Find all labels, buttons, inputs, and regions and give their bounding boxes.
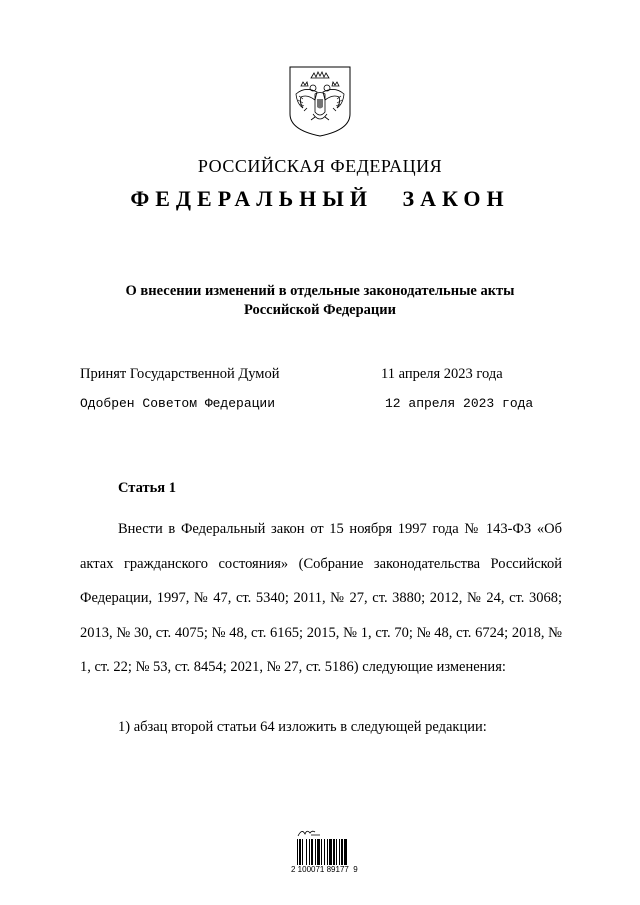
barcode [291,826,375,876]
article-item: 1) абзац второй статьи 64 изложить в следующей редакции: [118,719,487,735]
barcode-bar [306,839,307,865]
barcode-bar [344,839,347,865]
article-paragraph: Внести в Федеральный закон от 15 ноября 1997 года № 143-ФЗ «Об актах гражданского состояния» (Собрание законодательства Российской Федерации, 1997, № 47, ст. 5340; 2011, № 27, ст. 3880; 2012, № 24, ст. 3068; 2013, № 30, ст. 4075; № 48, ст. 6165; 2015, № 1, ст. 70; № 48, ст. 6724; 2018, № 1, ст. 22; № 53, ст. 8454; 2021, № 27, ст. 5186) следующие изменения: [80,521,562,675]
adoption-date: 12 апреля 2023 года [385,396,534,411]
barcode-bar [333,839,335,865]
barcode-bar [315,839,316,865]
barcode-bar [339,839,340,865]
law-title-line-1: О внесении изменений в отдельные законодательные акты [125,283,515,299]
coat-of-arms-icon [287,64,353,138]
article-heading: Статья 1 [118,480,176,496]
barcode-icon [297,839,365,865]
barcode-bar [297,839,298,865]
adoption-date: 11 апреля 2023 года [381,366,503,382]
barcode-bar [327,839,328,865]
barcode-number: 2 100071 89177 9 [291,865,358,874]
barcode-bar [317,839,320,865]
law-title-line-2: Российской Федерации [243,302,396,318]
country-title: РОССИЙСКАЯ ФЕДЕРАЦИЯ [197,156,443,176]
barcode-bar [324,839,325,865]
barcode-bar [311,839,313,865]
barcode-bar [336,839,337,865]
law-title [0,282,640,320]
barcode-bar [302,839,303,865]
barcode-bar [341,839,343,865]
barcode-bar [321,839,322,865]
barcode-bar [299,839,301,865]
barcode-bar [309,839,310,865]
signature-mark-icon [297,826,321,838]
document-type-title: ФЕДЕРАЛЬНЫЙ ЗАКОН [130,186,510,211]
barcode-bar [329,839,332,865]
adoption-label: Одобрен Советом Федерации [80,396,276,411]
adoption-label: Принят Государственной Думой [80,366,280,382]
